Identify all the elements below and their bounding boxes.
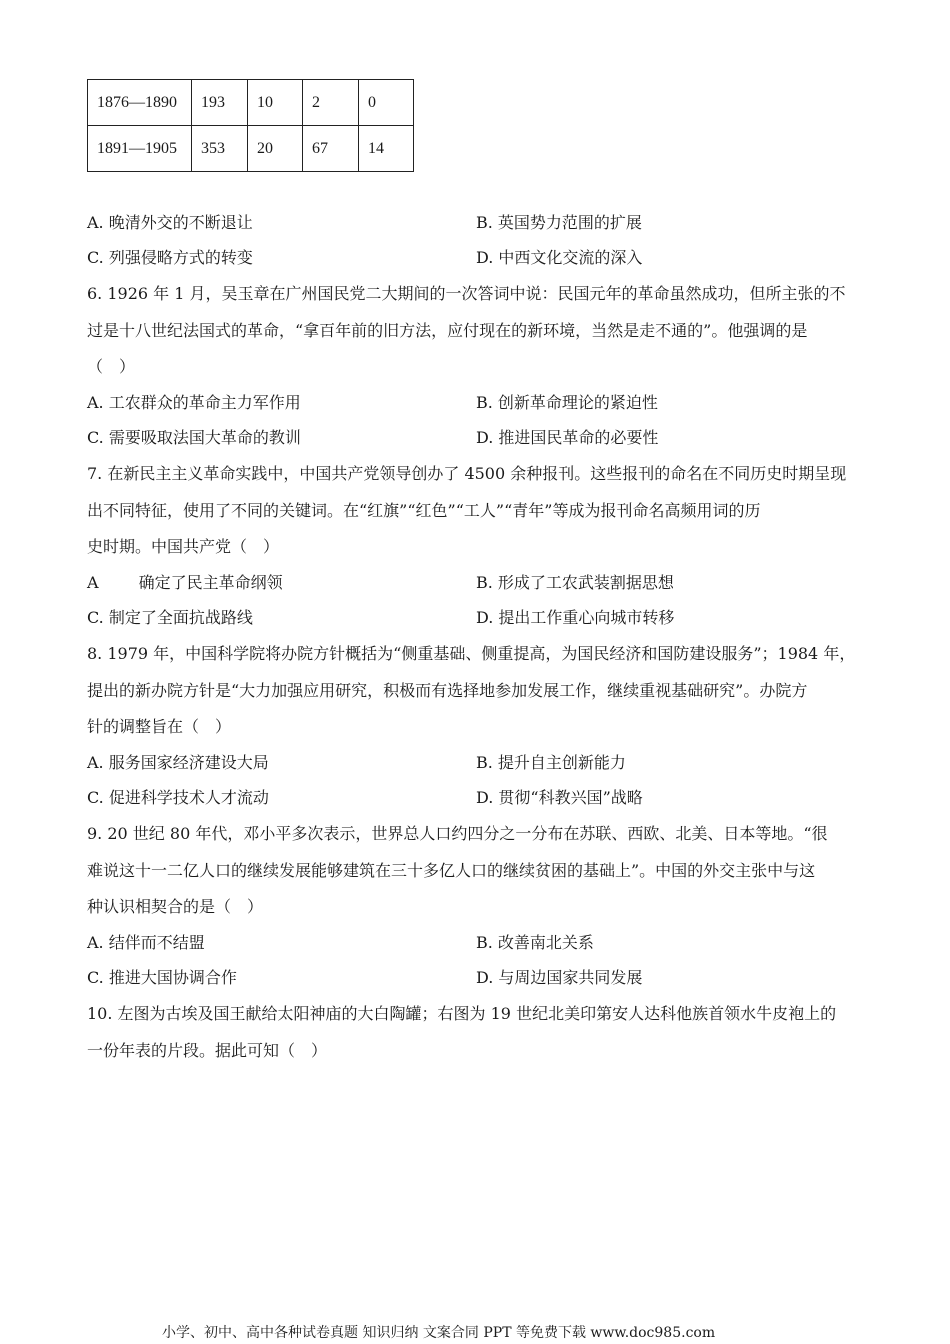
- q9-stem-line: 9. 20 世纪 80 年代，邓小平多次表示，世界总人口约四分之一分布在苏联、西欧、北美、日本等地。“很: [87, 824, 828, 843]
- q8-option-c: C. 促进科学技术人才流动: [87, 788, 269, 807]
- q9-option-c: C. 推进大国协调合作: [87, 968, 237, 987]
- q8-option-b: B. 提升自主创新能力: [476, 753, 626, 772]
- q7-option-d: D. 提出工作重心向城市转移: [476, 608, 675, 627]
- statistics-table: [87, 79, 414, 172]
- q9-option-a: A. 结伴而不结盟: [87, 933, 205, 952]
- table-cell: 20: [248, 126, 303, 172]
- table-cell: 67: [303, 126, 359, 172]
- q6-option-c: C. 需要吸取法国大革命的教训: [87, 428, 301, 447]
- q7-option-b: B. 形成了工农武装割据思想: [476, 573, 674, 592]
- q6-option-a: A. 工农群众的革命主力军作用: [87, 393, 301, 412]
- table-row: [88, 80, 414, 126]
- q9-option-b: B. 改善南北关系: [476, 933, 594, 952]
- q7-option-a: [87, 573, 283, 593]
- q5-option-a: A. 晚清外交的不断退让: [87, 213, 253, 232]
- q5-option-b: B. 英国势力范围的扩展: [476, 213, 642, 232]
- q7-option-c: C. 制定了全面抗战路线: [87, 608, 253, 627]
- q6-stem-line: 过是十八世纪法国式的革命，“拿百年前的旧方法，应付现在的新环境，当然是走不通的”。他强调的是: [87, 321, 808, 340]
- q7-option-a-text: 确定了民主革命纲领: [138, 573, 283, 592]
- q5-option-d: D. 中西文化交流的深入: [476, 248, 643, 267]
- table-cell: 1876—1890: [88, 80, 192, 126]
- q6-option-b: B. 创新革命理论的紧迫性: [476, 393, 658, 412]
- table-cell: 14: [359, 126, 414, 172]
- q8-option-a: A. 服务国家经济建设大局: [87, 753, 269, 772]
- table-cell: 353: [192, 126, 248, 172]
- q6-option-d: D. 推进国民革命的必要性: [476, 428, 659, 447]
- q8-stem-line: 8. 1979 年，中国科学院将办院方针概括为“侧重基础、侧重提高，为国民经济和国防建设服务”；1984 年，: [87, 644, 856, 663]
- table-cell: 193: [192, 80, 248, 126]
- table-cell: 0: [359, 80, 414, 126]
- table-row: [88, 126, 414, 172]
- q6-stem-line: 6. 1926 年 1 月，吴玉章在广州国民党二大期间的一次答词中说：民国元年的革命虽然成功，但所主张的不: [87, 284, 846, 303]
- q9-option-d: D. 与周边国家共同发展: [476, 968, 643, 987]
- q8-stem-line: 针的调整旨在（ ）: [87, 717, 232, 736]
- q8-stem-line: 提出的新办院方针是“大力加强应用研究，积极而有选择地参加发展工作，继续重视基础研究”。办院方: [87, 681, 808, 700]
- q7-stem-line: 出不同特征，使用了不同的关键词。在“红旗”“红色”“工人”“青年”等成为报刊命名高频用词的历: [87, 501, 761, 520]
- q6-stem-line: （ ）: [87, 357, 136, 376]
- q7-stem-line: 史时期。中国共产党（ ）: [87, 537, 280, 556]
- q5-option-c: C. 列强侵略方式的转变: [87, 248, 253, 267]
- q8-option-d: D. 贯彻“科教兴国”战略: [476, 788, 643, 807]
- q9-stem-line: 种认识相契合的是（ ）: [87, 897, 264, 916]
- table-cell: 10: [248, 80, 303, 126]
- table-cell: 2: [303, 80, 359, 126]
- q9-stem-line: 难说这十一二亿人口的继续发展能够建筑在三十多亿人口的继续贫困的基础上”。中国的外交主张中与这: [87, 861, 816, 880]
- q10-stem-line: 一份年表的片段。据此可知（ ）: [87, 1041, 328, 1060]
- q7-option-a-letter: A: [87, 573, 99, 592]
- table-cell: 1891—1905: [88, 126, 192, 172]
- q7-stem-line: 7. 在新民主主义革命实践中，中国共产党领导创办了 4500 余种报刊。这些报刊的命名在不同历史时期呈现: [87, 464, 847, 483]
- page-footer: 小学、初中、高中各种试卷真题 知识归纳 文案合同 PPT 等免费下载 www.doc985.com: [162, 1325, 716, 1341]
- q10-stem-line: 10. 左图为古埃及国王献给太阳神庙的大白陶罐；右图为 19 世纪北美印第安人达科他族首领水牛皮袍上的: [87, 1004, 837, 1023]
